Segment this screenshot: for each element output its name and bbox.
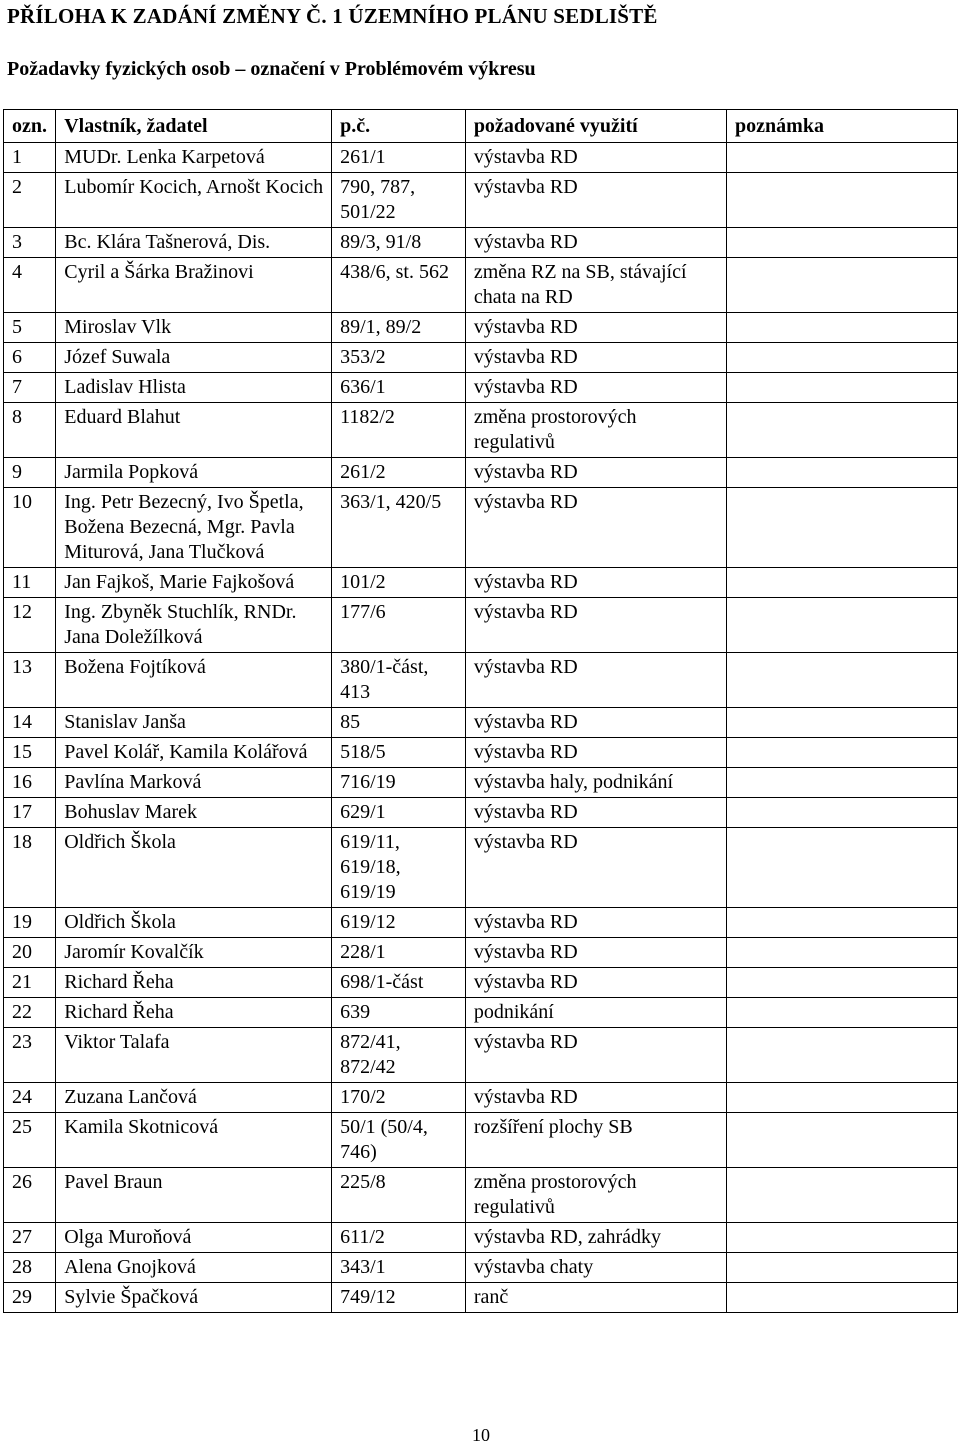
document-title: PŘÍLOHA K ZADÁNÍ ZMĚNY Č. 1 ÚZEMNÍHO PLÁNU SEDLIŠTĚ — [7, 4, 658, 28]
page-number: 10 — [472, 1425, 490, 1445]
cell-designation: 10 — [4, 488, 56, 568]
cell-note — [727, 1283, 958, 1313]
cell-owner-applicant: MUDr. Lenka Karpetová — [56, 143, 332, 173]
cell-parcel-number: 636/1 — [332, 373, 466, 403]
cell-designation: 23 — [4, 1028, 56, 1083]
cell-designation: 11 — [4, 568, 56, 598]
cell-parcel-number: 611/2 — [332, 1223, 466, 1253]
cell-owner-applicant: Bohuslav Marek — [56, 798, 332, 828]
table-row — [4, 568, 958, 598]
table-row — [4, 908, 958, 938]
cell-designation: 16 — [4, 768, 56, 798]
table-row — [4, 1083, 958, 1113]
cell-note — [727, 258, 958, 313]
cell-requested-use: výstavba RD — [465, 458, 726, 488]
header-designation: ozn. — [4, 110, 56, 143]
cell-designation: 28 — [4, 1253, 56, 1283]
cell-designation: 5 — [4, 313, 56, 343]
table-row — [4, 828, 958, 908]
cell-designation: 18 — [4, 828, 56, 908]
cell-note — [727, 708, 958, 738]
cell-designation: 17 — [4, 798, 56, 828]
cell-owner-applicant: Sylvie Špačková — [56, 1283, 332, 1313]
table-row — [4, 1168, 958, 1223]
cell-requested-use: změna prostorových regulativů — [465, 403, 726, 458]
cell-owner-applicant: Oldřich Škola — [56, 828, 332, 908]
cell-owner-applicant: Jan Fajkoš, Marie Fajkošová — [56, 568, 332, 598]
table-row — [4, 488, 958, 568]
cell-designation: 25 — [4, 1113, 56, 1168]
cell-requested-use: výstavba RD — [465, 343, 726, 373]
cell-owner-applicant: Pavel Kolář, Kamila Kolářová — [56, 738, 332, 768]
cell-requested-use: výstavba RD — [465, 143, 726, 173]
cell-requested-use: výstavba RD — [465, 968, 726, 998]
cell-designation: 26 — [4, 1168, 56, 1223]
table-row — [4, 458, 958, 488]
cell-note — [727, 768, 958, 798]
cell-requested-use: výstavba RD — [465, 938, 726, 968]
table-body — [4, 143, 958, 1313]
cell-note — [727, 798, 958, 828]
cell-parcel-number: 343/1 — [332, 1253, 466, 1283]
cell-note — [727, 968, 958, 998]
cell-note — [727, 313, 958, 343]
cell-owner-applicant: Richard Řeha — [56, 968, 332, 998]
cell-requested-use: výstavba RD — [465, 908, 726, 938]
cell-parcel-number: 353/2 — [332, 343, 466, 373]
table-row — [4, 403, 958, 458]
cell-requested-use: výstavba haly, podnikání — [465, 768, 726, 798]
cell-requested-use: výstavba RD — [465, 598, 726, 653]
cell-parcel-number: 177/6 — [332, 598, 466, 653]
cell-owner-applicant: Richard Řeha — [56, 998, 332, 1028]
cell-designation: 2 — [4, 173, 56, 228]
cell-parcel-number: 716/19 — [332, 768, 466, 798]
cell-note — [727, 458, 958, 488]
cell-parcel-number: 89/1, 89/2 — [332, 313, 466, 343]
table-row — [4, 343, 958, 373]
cell-parcel-number: 629/1 — [332, 798, 466, 828]
cell-requested-use: výstavba chaty — [465, 1253, 726, 1283]
cell-owner-applicant: Józef Suwala — [56, 343, 332, 373]
cell-parcel-number: 619/11, 619/18, 619/19 — [332, 828, 466, 908]
cell-parcel-number: 518/5 — [332, 738, 466, 768]
cell-note — [727, 828, 958, 908]
cell-note — [727, 598, 958, 653]
cell-parcel-number: 228/1 — [332, 938, 466, 968]
table-row — [4, 768, 958, 798]
table-row — [4, 1028, 958, 1083]
cell-requested-use: výstavba RD, zahrádky — [465, 1223, 726, 1253]
cell-owner-applicant: Jarmila Popková — [56, 458, 332, 488]
table-row — [4, 998, 958, 1028]
table-row — [4, 258, 958, 313]
requests-table — [3, 109, 958, 1313]
cell-note — [727, 653, 958, 708]
table-row — [4, 598, 958, 653]
cell-note — [727, 568, 958, 598]
cell-owner-applicant: Jaromír Kovalčík — [56, 938, 332, 968]
cell-requested-use: výstavba RD — [465, 568, 726, 598]
table-row — [4, 798, 958, 828]
cell-requested-use: výstavba RD — [465, 313, 726, 343]
cell-owner-applicant: Kamila Skotnicová — [56, 1113, 332, 1168]
header-note: poznámka — [727, 110, 958, 143]
cell-designation: 22 — [4, 998, 56, 1028]
cell-requested-use: výstavba RD — [465, 653, 726, 708]
cell-parcel-number: 85 — [332, 708, 466, 738]
table-row — [4, 173, 958, 228]
cell-owner-applicant: Alena Gnojková — [56, 1253, 332, 1283]
cell-parcel-number: 1182/2 — [332, 403, 466, 458]
cell-parcel-number: 380/1-část, 413 — [332, 653, 466, 708]
cell-owner-applicant: Ladislav Hlista — [56, 373, 332, 403]
cell-owner-applicant: Božena Fojtíková — [56, 653, 332, 708]
cell-parcel-number: 790, 787, 501/22 — [332, 173, 466, 228]
cell-parcel-number: 872/41, 872/42 — [332, 1028, 466, 1083]
cell-designation: 1 — [4, 143, 56, 173]
cell-designation: 14 — [4, 708, 56, 738]
cell-parcel-number: 225/8 — [332, 1168, 466, 1223]
cell-parcel-number: 363/1, 420/5 — [332, 488, 466, 568]
cell-note — [727, 1083, 958, 1113]
cell-designation: 8 — [4, 403, 56, 458]
cell-parcel-number: 261/2 — [332, 458, 466, 488]
cell-note — [727, 1253, 958, 1283]
cell-requested-use: změna prostorových regulativů — [465, 1168, 726, 1223]
cell-designation: 21 — [4, 968, 56, 998]
cell-requested-use: výstavba RD — [465, 708, 726, 738]
header-row — [4, 110, 958, 143]
cell-owner-applicant: Oldřich Škola — [56, 908, 332, 938]
cell-designation: 4 — [4, 258, 56, 313]
header-owner-applicant: Vlastník, žadatel — [56, 110, 332, 143]
cell-owner-applicant: Stanislav Janša — [56, 708, 332, 738]
cell-note — [727, 738, 958, 768]
cell-owner-applicant: Cyril a Šárka Bražinovi — [56, 258, 332, 313]
table-row — [4, 653, 958, 708]
cell-note — [727, 343, 958, 373]
cell-requested-use: výstavba RD — [465, 738, 726, 768]
cell-requested-use: výstavba RD — [465, 373, 726, 403]
cell-note — [727, 373, 958, 403]
cell-requested-use: změna RZ na SB, stávající chata na RD — [465, 258, 726, 313]
cell-designation: 7 — [4, 373, 56, 403]
cell-owner-applicant: Lubomír Kocich, Arnošt Kocich — [56, 173, 332, 228]
cell-owner-applicant: Olga Muroňová — [56, 1223, 332, 1253]
table-row — [4, 708, 958, 738]
cell-note — [727, 143, 958, 173]
cell-requested-use: výstavba RD — [465, 1083, 726, 1113]
cell-requested-use: výstavba RD — [465, 173, 726, 228]
cell-requested-use: podnikání — [465, 998, 726, 1028]
cell-parcel-number: 438/6, st. 562 — [332, 258, 466, 313]
table-row — [4, 1113, 958, 1168]
cell-owner-applicant: Ing. Zbyněk Stuchlík, RNDr. Jana Doležílková — [56, 598, 332, 653]
cell-owner-applicant: Viktor Talafa — [56, 1028, 332, 1083]
cell-parcel-number: 639 — [332, 998, 466, 1028]
cell-note — [727, 1223, 958, 1253]
cell-requested-use: výstavba RD — [465, 798, 726, 828]
cell-note — [727, 403, 958, 458]
cell-requested-use: výstavba RD — [465, 1028, 726, 1083]
cell-parcel-number: 50/1 (50/4, 746) — [332, 1113, 466, 1168]
cell-owner-applicant: Ing. Petr Bezecný, Ivo Špetla, Božena Bezecná, Mgr. Pavla Miturová, Jana Tlučková — [56, 488, 332, 568]
cell-designation: 9 — [4, 458, 56, 488]
table-row — [4, 738, 958, 768]
cell-note — [727, 908, 958, 938]
cell-note — [727, 1028, 958, 1083]
document-subtitle: Požadavky fyzických osob – označení v Problémovém výkresu — [7, 58, 536, 80]
cell-note — [727, 488, 958, 568]
table-row — [4, 373, 958, 403]
cell-parcel-number: 749/12 — [332, 1283, 466, 1313]
cell-designation: 6 — [4, 343, 56, 373]
cell-designation: 24 — [4, 1083, 56, 1113]
cell-note — [727, 1113, 958, 1168]
cell-owner-applicant: Zuzana Lančová — [56, 1083, 332, 1113]
cell-requested-use: výstavba RD — [465, 488, 726, 568]
cell-owner-applicant: Pavel Braun — [56, 1168, 332, 1223]
table-header — [4, 110, 958, 143]
cell-parcel-number: 101/2 — [332, 568, 466, 598]
cell-owner-applicant: Bc. Klára Tašnerová, Dis. — [56, 228, 332, 258]
cell-note — [727, 1168, 958, 1223]
cell-parcel-number: 619/12 — [332, 908, 466, 938]
table-row — [4, 968, 958, 998]
cell-note — [727, 228, 958, 258]
header-requested-use: požadované využití — [465, 110, 726, 143]
cell-requested-use: ranč — [465, 1283, 726, 1313]
cell-designation: 19 — [4, 908, 56, 938]
cell-designation: 29 — [4, 1283, 56, 1313]
cell-designation: 3 — [4, 228, 56, 258]
cell-requested-use: výstavba RD — [465, 228, 726, 258]
cell-owner-applicant: Pavlína Marková — [56, 768, 332, 798]
cell-note — [727, 938, 958, 968]
table-row — [4, 228, 958, 258]
table-row — [4, 1223, 958, 1253]
cell-owner-applicant: Eduard Blahut — [56, 403, 332, 458]
cell-designation: 15 — [4, 738, 56, 768]
header-parcel-number: p.č. — [332, 110, 466, 143]
table-row — [4, 143, 958, 173]
cell-designation: 12 — [4, 598, 56, 653]
cell-requested-use: rozšíření plochy SB — [465, 1113, 726, 1168]
cell-requested-use: výstavba RD — [465, 828, 726, 908]
cell-designation: 20 — [4, 938, 56, 968]
cell-designation: 27 — [4, 1223, 56, 1253]
table-row — [4, 1253, 958, 1283]
cell-parcel-number: 89/3, 91/8 — [332, 228, 466, 258]
cell-parcel-number: 170/2 — [332, 1083, 466, 1113]
cell-note — [727, 998, 958, 1028]
cell-owner-applicant: Miroslav Vlk — [56, 313, 332, 343]
cell-note — [727, 173, 958, 228]
cell-designation: 13 — [4, 653, 56, 708]
table-row — [4, 938, 958, 968]
cell-parcel-number: 698/1-část — [332, 968, 466, 998]
table-row — [4, 1283, 958, 1313]
table-row — [4, 313, 958, 343]
cell-parcel-number: 261/1 — [332, 143, 466, 173]
